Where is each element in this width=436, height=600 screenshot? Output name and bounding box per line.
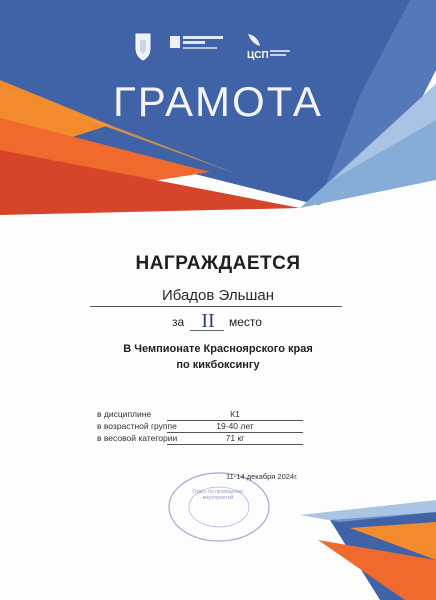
stamp-text: Отдел по проведению мероприятий — [192, 489, 244, 501]
name-underline — [90, 306, 342, 307]
event-date: 11-14 декабря 2024г. — [226, 472, 298, 481]
discipline-label: в дисциплине — [97, 409, 152, 419]
place-underline — [190, 330, 224, 331]
certificate-title: ГРАМОТА — [113, 78, 323, 125]
logos-graphic — [134, 28, 294, 64]
event-line-1: В Чемпионате Красноярского края — [123, 343, 313, 355]
age-group-value: 19-40 лет — [167, 421, 303, 433]
weight-category-label: в весовой категории — [97, 433, 178, 443]
place-suffix: место — [229, 315, 262, 329]
csp-logo-icon — [247, 34, 290, 61]
age-group-label: в возрастной группе — [97, 421, 177, 431]
weight-category-value: 71 кг — [167, 433, 303, 445]
svg-text:ЦСП: ЦСП — [247, 50, 269, 61]
detail-row — [97, 420, 317, 432]
detail-row — [97, 432, 317, 444]
place-prefix: за — [172, 315, 185, 329]
detail-row — [97, 408, 317, 420]
official-stamp — [165, 470, 273, 544]
discipline-value: К1 — [167, 409, 303, 421]
award-heading: НАГРАЖДАЕТСЯ — [135, 253, 301, 274]
coat-of-arms-icon — [136, 34, 150, 60]
recipient-name: Ибадов Эльшан — [161, 287, 275, 304]
event-description — [0, 341, 436, 373]
event-line-2: по кикбоксингу — [176, 359, 260, 371]
details-list — [97, 408, 317, 444]
place-value: II — [201, 310, 215, 332]
place-row — [0, 312, 436, 334]
logos-row — [134, 28, 294, 64]
ministry-logo-icon — [170, 36, 223, 49]
